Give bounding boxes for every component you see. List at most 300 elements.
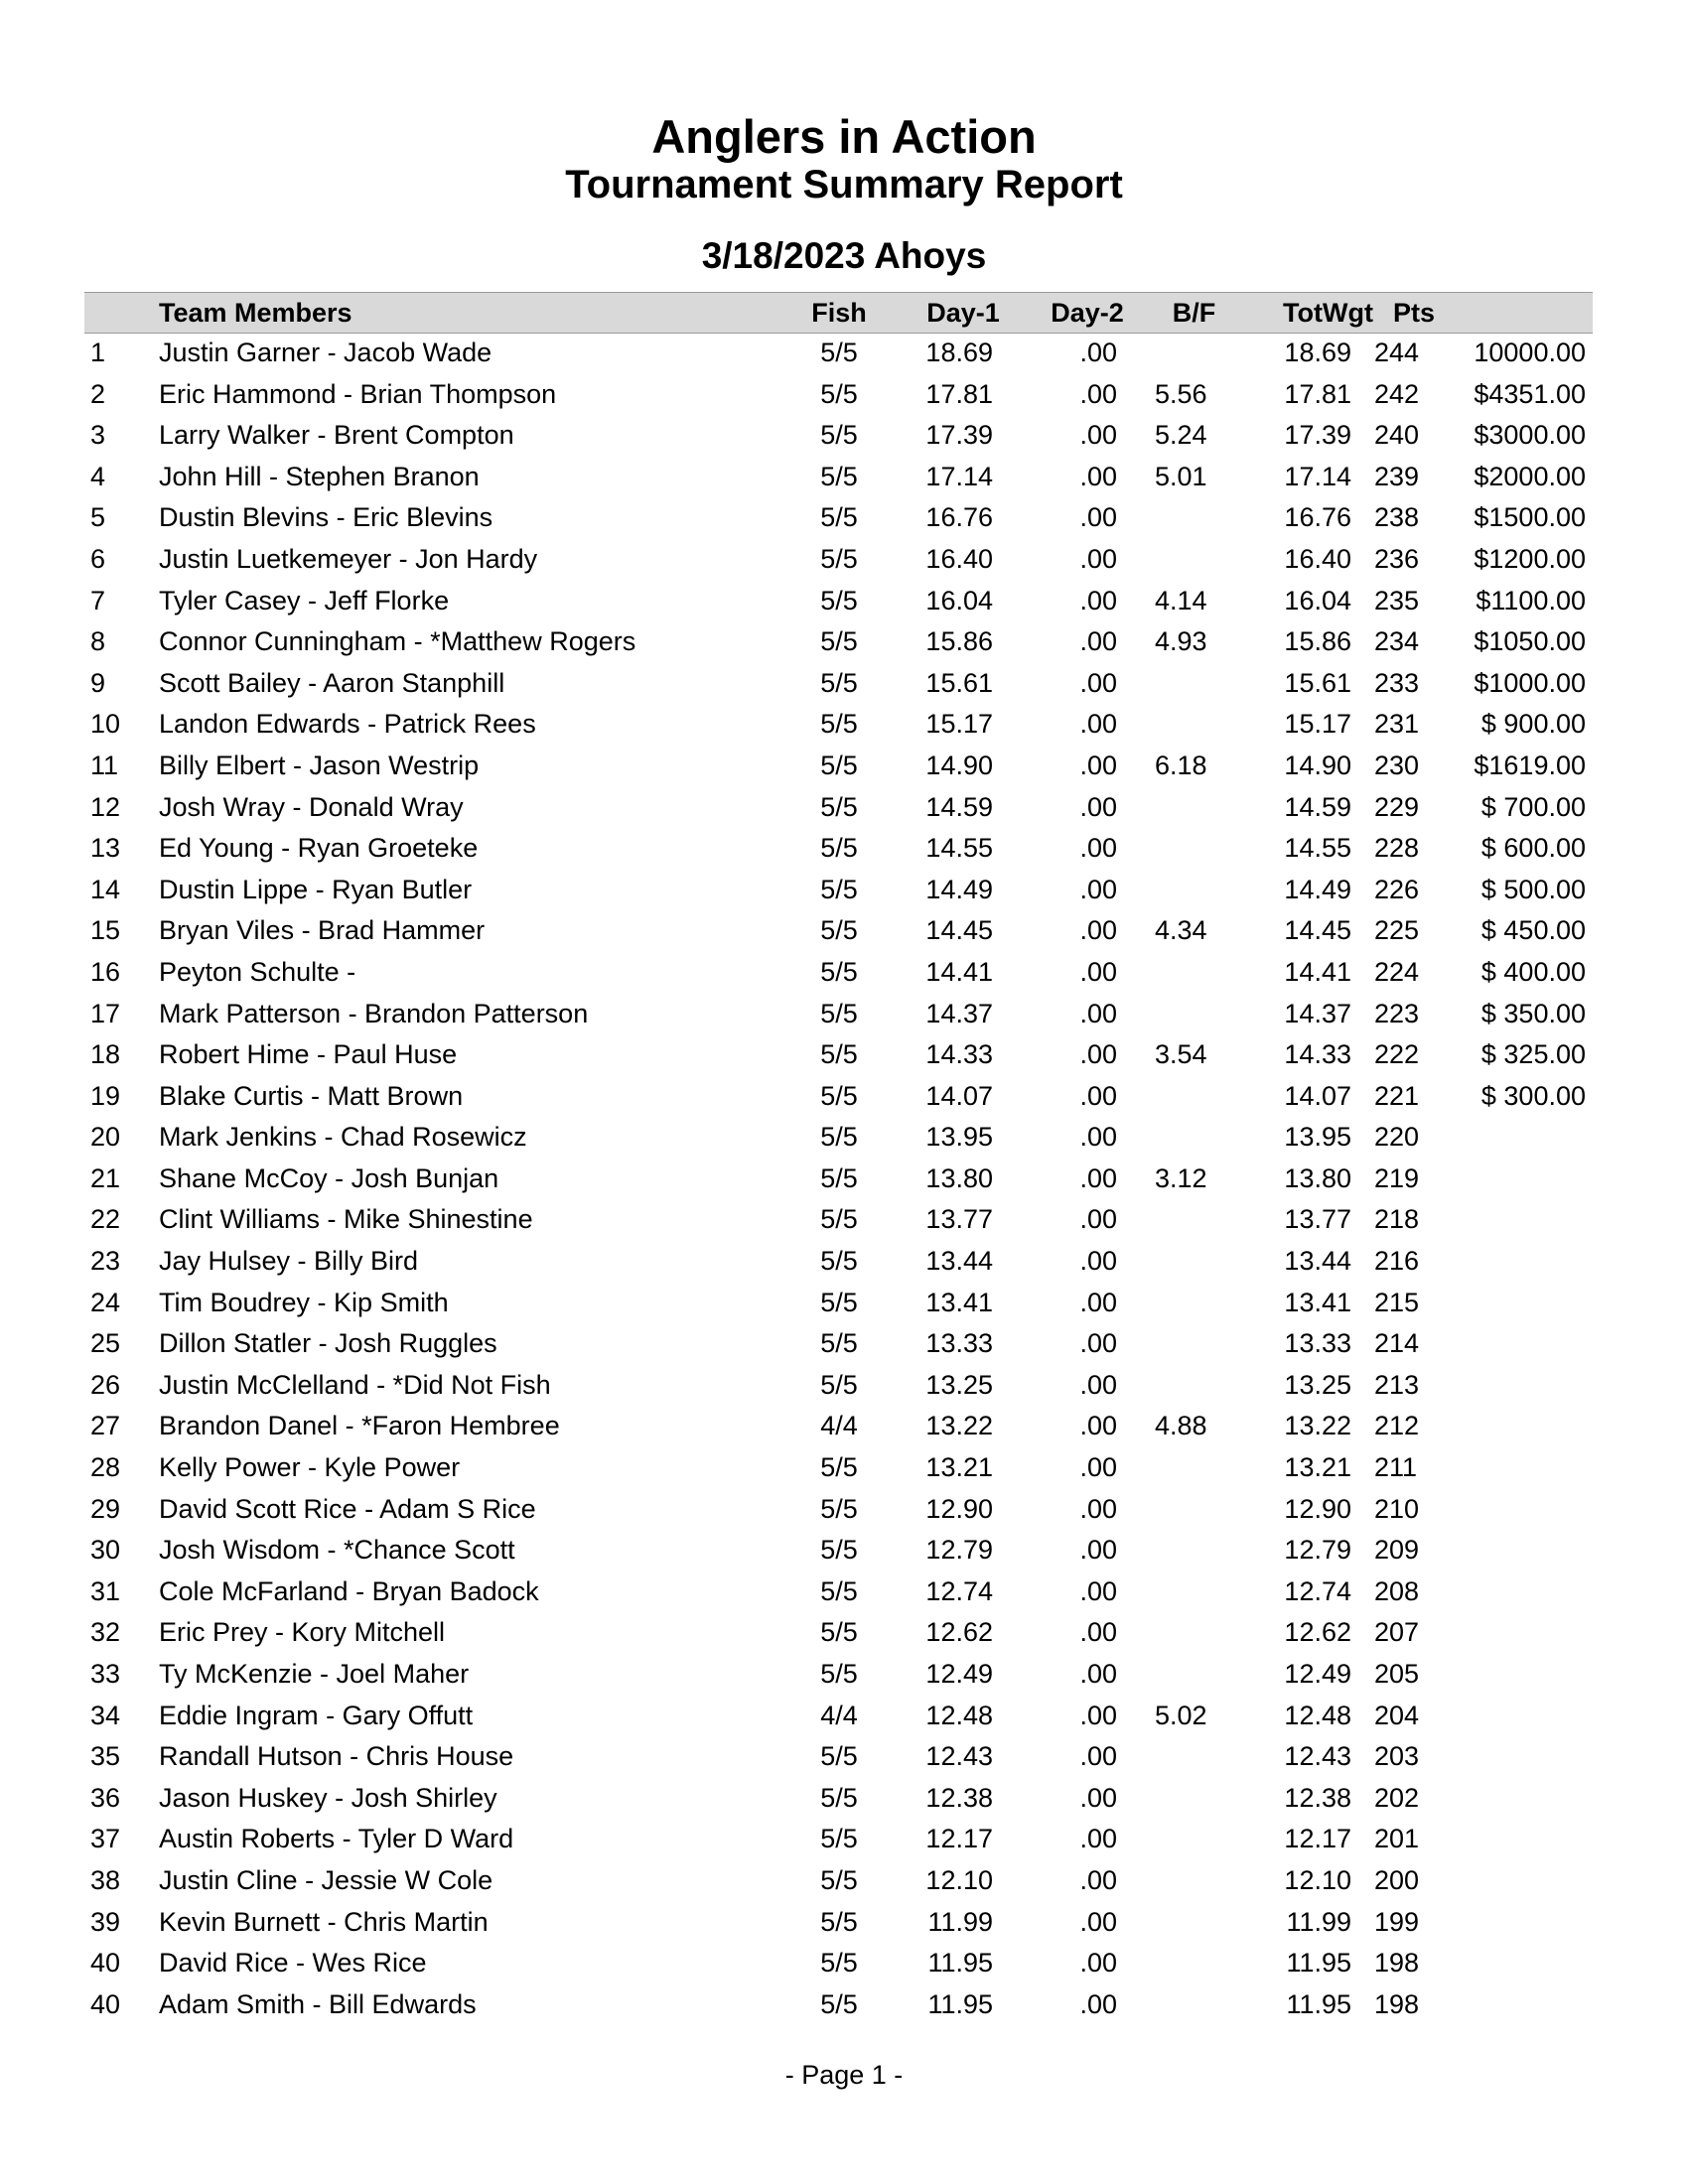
- table-row: [0, 663, 1688, 705]
- table-row: [0, 415, 1688, 457]
- day-1-cell: 16.04: [925, 585, 993, 615]
- day-1-cell: 14.41: [925, 956, 993, 987]
- points-cell: 226: [1374, 874, 1420, 904]
- points-cell: 203: [1374, 1741, 1420, 1772]
- fish-cell: 5/5: [820, 1988, 858, 2019]
- day-1-cell: 16.40: [925, 543, 993, 574]
- day-1-cell: 15.86: [925, 626, 993, 657]
- total-weight-cell: 11.95: [1286, 1948, 1351, 1979]
- team-members-cell: Landon Edwards - Patrick Rees: [159, 709, 536, 740]
- team-members-cell: Justin Luetkemeyer - Jon Hardy: [159, 543, 538, 574]
- rank-cell: 40: [90, 1948, 121, 1979]
- day-2-cell: .00: [1079, 626, 1117, 657]
- team-members-cell: Eddie Ingram - Gary Offutt: [159, 1700, 474, 1730]
- table-row: [0, 1323, 1688, 1365]
- day-1-cell: 17.14: [925, 461, 993, 491]
- points-cell: 219: [1374, 1162, 1420, 1193]
- rank-cell: 38: [90, 1864, 121, 1895]
- team-members-cell: Mark Patterson - Brandon Patterson: [159, 998, 589, 1028]
- day-1-cell: 14.49: [925, 874, 993, 904]
- day-2-cell: .00: [1079, 1535, 1117, 1566]
- total-weight-cell: 13.33: [1284, 1328, 1351, 1359]
- table-row: [0, 994, 1688, 1035]
- day-2-cell: .00: [1079, 1906, 1117, 1937]
- day-1-cell: 15.17: [925, 709, 993, 740]
- points-cell: 199: [1374, 1906, 1420, 1937]
- day-2-cell: .00: [1079, 1122, 1117, 1153]
- fish-cell: 5/5: [820, 1080, 858, 1111]
- points-cell: 235: [1374, 585, 1420, 615]
- rank-cell: 25: [90, 1328, 121, 1359]
- day-1-cell: 11.99: [927, 1906, 993, 1937]
- fish-cell: 5/5: [820, 626, 858, 657]
- day-1-cell: 13.22: [925, 1411, 993, 1441]
- day-1-cell: 12.74: [925, 1575, 993, 1606]
- total-weight-cell: 16.40: [1284, 543, 1351, 574]
- points-cell: 212: [1374, 1411, 1420, 1441]
- total-weight-cell: 13.22: [1284, 1411, 1351, 1441]
- prize-cell: $ 600.00: [1480, 833, 1586, 864]
- day-1-cell: 12.90: [925, 1493, 993, 1524]
- day-1-cell: 12.48: [925, 1700, 993, 1730]
- team-members-cell: Eric Hammond - Brian Thompson: [159, 378, 557, 409]
- total-weight-cell: 12.49: [1284, 1659, 1351, 1689]
- team-members-cell: Larry Walker - Brent Compton: [159, 420, 514, 451]
- day-2-cell: .00: [1079, 1162, 1117, 1193]
- fish-cell: 5/5: [820, 1204, 858, 1235]
- points-cell: 228: [1374, 833, 1420, 864]
- event-title: 3/18/2023 Ahoys: [701, 235, 987, 276]
- rank-cell: 29: [90, 1493, 121, 1524]
- day-1-cell: 13.33: [925, 1328, 993, 1359]
- rank-cell: 19: [90, 1080, 121, 1111]
- points-cell: 213: [1374, 1369, 1420, 1400]
- rank-cell: 37: [90, 1824, 121, 1854]
- table-row: [0, 1034, 1688, 1076]
- total-weight-cell: 14.49: [1284, 874, 1351, 904]
- table-header: [84, 292, 1593, 334]
- rank-cell: 21: [90, 1162, 121, 1193]
- total-weight-cell: 13.77: [1284, 1204, 1351, 1235]
- fish-cell: 5/5: [820, 1039, 858, 1070]
- fish-cell: 5/5: [820, 998, 858, 1028]
- team-members-cell: Jason Huskey - Josh Shirley: [159, 1782, 497, 1813]
- total-weight-cell: 12.17: [1284, 1824, 1351, 1854]
- table-row: [0, 1819, 1688, 1860]
- total-weight-cell: 14.41: [1284, 956, 1351, 987]
- fish-cell: 5/5: [820, 750, 858, 780]
- rank-cell: 22: [90, 1204, 121, 1235]
- day-1-cell: 13.80: [925, 1162, 993, 1193]
- total-weight-cell: 12.79: [1284, 1535, 1351, 1566]
- results-table-body: [0, 333, 1688, 2025]
- table-row: [0, 621, 1688, 663]
- prize-cell: $ 350.00: [1480, 998, 1586, 1028]
- rank-cell: 3: [90, 420, 106, 451]
- big-fish-cell: 4.14: [1155, 585, 1207, 615]
- fish-cell: 5/5: [820, 956, 858, 987]
- prize-cell: $1100.00: [1476, 585, 1586, 615]
- header-day-2: Day-2: [1051, 298, 1124, 328]
- day-2-cell: .00: [1079, 1782, 1117, 1813]
- day-1-cell: 12.10: [925, 1864, 993, 1895]
- prize-cell: $ 300.00: [1480, 1080, 1586, 1111]
- points-cell: 208: [1374, 1575, 1420, 1606]
- team-members-cell: Robert Hime - Paul Huse: [159, 1039, 458, 1070]
- points-cell: 242: [1374, 378, 1420, 409]
- big-fish-cell: 5.02: [1155, 1700, 1207, 1730]
- rank-cell: 36: [90, 1782, 121, 1813]
- day-2-cell: .00: [1079, 1452, 1117, 1483]
- rank-cell: 18: [90, 1039, 121, 1070]
- team-members-cell: Billy Elbert - Jason Westrip: [159, 750, 480, 780]
- day-2-cell: .00: [1079, 420, 1117, 451]
- rank-cell: 35: [90, 1741, 121, 1772]
- day-2-cell: .00: [1079, 1864, 1117, 1895]
- big-fish-cell: 5.56: [1155, 378, 1207, 409]
- table-row: [0, 1447, 1688, 1489]
- points-cell: 238: [1374, 502, 1420, 533]
- total-weight-cell: 18.69: [1284, 338, 1351, 367]
- day-1-cell: 13.21: [925, 1452, 993, 1483]
- big-fish-cell: 6.18: [1155, 750, 1207, 780]
- rank-cell: 12: [90, 791, 121, 822]
- header-fish: Fish: [811, 298, 867, 328]
- fish-cell: 5/5: [820, 1659, 858, 1689]
- total-weight-cell: 13.80: [1284, 1162, 1351, 1193]
- points-cell: 218: [1374, 1204, 1420, 1235]
- table-row: [0, 1860, 1688, 1902]
- big-fish-cell: 3.54: [1155, 1039, 1207, 1070]
- day-1-cell: 14.37: [925, 998, 993, 1028]
- rank-cell: 34: [90, 1700, 121, 1730]
- team-members-cell: Mark Jenkins - Chad Rosewicz: [159, 1122, 527, 1153]
- table-row: [0, 1117, 1688, 1159]
- day-1-cell: 14.33: [925, 1039, 993, 1070]
- table-row: [0, 374, 1688, 416]
- day-2-cell: .00: [1079, 1617, 1117, 1648]
- table-row: [0, 333, 1688, 374]
- day-2-cell: .00: [1079, 791, 1117, 822]
- total-weight-cell: 15.17: [1284, 709, 1351, 740]
- day-2-cell: .00: [1079, 833, 1117, 864]
- day-2-cell: .00: [1079, 1411, 1117, 1441]
- team-members-cell: Connor Cunningham - *Matthew Rogers: [159, 626, 636, 657]
- day-1-cell: 15.61: [925, 667, 993, 698]
- day-2-cell: .00: [1079, 956, 1117, 987]
- table-row: [0, 1571, 1688, 1613]
- day-1-cell: 18.69: [925, 338, 993, 367]
- total-weight-cell: 14.59: [1284, 791, 1351, 822]
- points-cell: 234: [1374, 626, 1420, 657]
- day-1-cell: 12.49: [925, 1659, 993, 1689]
- fish-cell: 5/5: [820, 1162, 858, 1193]
- day-2-cell: .00: [1079, 667, 1117, 698]
- day-1-cell: 16.76: [925, 502, 993, 533]
- fish-cell: 5/5: [820, 1328, 858, 1359]
- fish-cell: 5/5: [820, 874, 858, 904]
- total-weight-cell: 12.48: [1284, 1700, 1351, 1730]
- day-2-cell: .00: [1079, 1328, 1117, 1359]
- table-row: [0, 1778, 1688, 1820]
- points-cell: 229: [1374, 791, 1420, 822]
- total-weight-cell: 15.61: [1284, 667, 1351, 698]
- day-2-cell: .00: [1079, 1246, 1117, 1277]
- rank-cell: 9: [90, 667, 106, 698]
- total-weight-cell: 12.10: [1284, 1864, 1351, 1895]
- day-1-cell: 11.95: [927, 1988, 993, 2019]
- day-1-cell: 12.17: [925, 1824, 993, 1854]
- day-2-cell: .00: [1079, 378, 1117, 409]
- day-2-cell: .00: [1079, 1988, 1117, 2019]
- rank-cell: 39: [90, 1906, 121, 1937]
- fish-cell: 5/5: [820, 1369, 858, 1400]
- fish-cell: 5/5: [820, 1575, 858, 1606]
- day-2-cell: .00: [1079, 1039, 1117, 1070]
- rank-cell: 20: [90, 1122, 121, 1153]
- points-cell: 222: [1374, 1039, 1420, 1070]
- prize-cell: $1619.00: [1474, 750, 1586, 780]
- prize-cell: $1050.00: [1474, 626, 1586, 657]
- total-weight-cell: 16.04: [1284, 585, 1351, 615]
- day-2-cell: .00: [1079, 502, 1117, 533]
- table-row: [0, 746, 1688, 787]
- fish-cell: 5/5: [820, 1864, 858, 1895]
- fish-cell: 4/4: [820, 1700, 858, 1730]
- table-row: [0, 952, 1688, 994]
- total-weight-cell: 12.74: [1284, 1575, 1351, 1606]
- rank-cell: 32: [90, 1617, 121, 1648]
- team-members-cell: David Scott Rice - Adam S Rice: [159, 1493, 536, 1524]
- rank-cell: 40: [90, 1988, 121, 2019]
- fish-cell: 5/5: [820, 833, 858, 864]
- total-weight-cell: 12.38: [1284, 1782, 1351, 1813]
- day-2-cell: .00: [1079, 1493, 1117, 1524]
- team-members-cell: Ed Young - Ryan Groeteke: [159, 833, 479, 864]
- big-fish-cell: 4.88: [1155, 1411, 1207, 1441]
- fish-cell: 5/5: [820, 543, 858, 574]
- fish-cell: 5/5: [820, 915, 858, 946]
- points-cell: 239: [1374, 461, 1420, 491]
- fish-cell: 5/5: [820, 1824, 858, 1854]
- total-weight-cell: 12.90: [1284, 1493, 1351, 1524]
- day-1-cell: 11.95: [927, 1948, 993, 1979]
- rank-cell: 24: [90, 1287, 121, 1317]
- rank-cell: 28: [90, 1452, 121, 1483]
- points-cell: 198: [1374, 1948, 1420, 1979]
- header-points: Pts: [1392, 298, 1435, 328]
- points-cell: 224: [1374, 956, 1420, 987]
- table-row: [0, 1902, 1688, 1944]
- total-weight-cell: 12.43: [1284, 1741, 1351, 1772]
- points-cell: 240: [1374, 420, 1420, 451]
- day-2-cell: .00: [1079, 1948, 1117, 1979]
- points-cell: 216: [1374, 1246, 1420, 1277]
- rank-cell: 11: [90, 750, 119, 780]
- team-members-cell: Peyton Schulte -: [159, 956, 356, 987]
- prize-cell: $4351.00: [1474, 378, 1586, 409]
- team-members-cell: Josh Wray - Donald Wray: [159, 791, 464, 822]
- team-members-cell: Scott Bailey - Aaron Stanphill: [159, 667, 505, 698]
- total-weight-cell: 11.99: [1286, 1906, 1351, 1937]
- day-1-cell: 13.77: [925, 1204, 993, 1235]
- day-2-cell: .00: [1079, 998, 1117, 1028]
- prize-cell: $2000.00: [1474, 461, 1586, 491]
- points-cell: 233: [1374, 667, 1420, 698]
- table-row: [0, 1654, 1688, 1696]
- day-2-cell: .00: [1079, 1287, 1117, 1317]
- big-fish-cell: 3.12: [1155, 1162, 1207, 1193]
- rank-cell: 17: [90, 998, 121, 1028]
- points-cell: 201: [1374, 1824, 1420, 1854]
- fish-cell: 5/5: [820, 791, 858, 822]
- day-1-cell: 13.44: [925, 1246, 993, 1277]
- header-total-weight: TotWgt: [1283, 298, 1373, 328]
- points-cell: 230: [1374, 750, 1420, 780]
- points-cell: 210: [1374, 1493, 1420, 1524]
- team-members-cell: Brandon Danel - *Faron Hembree: [159, 1411, 560, 1441]
- total-weight-cell: 11.95: [1286, 1988, 1351, 2019]
- team-members-cell: Bryan Viles - Brad Hammer: [159, 915, 486, 946]
- day-2-cell: .00: [1079, 461, 1117, 491]
- total-weight-cell: 14.33: [1284, 1039, 1351, 1070]
- prize-cell: $1500.00: [1474, 502, 1586, 533]
- team-members-cell: Adam Smith - Bill Edwards: [159, 1988, 477, 2019]
- table-row: [0, 581, 1688, 622]
- points-cell: 220: [1374, 1122, 1420, 1153]
- table-row: [0, 1283, 1688, 1324]
- rank-cell: 5: [90, 502, 106, 533]
- day-1-cell: 17.39: [925, 420, 993, 451]
- big-fish-cell: 4.34: [1155, 915, 1207, 946]
- table-row: [0, 539, 1688, 581]
- team-members-cell: Kelly Power - Kyle Power: [159, 1452, 461, 1483]
- day-2-cell: .00: [1079, 1824, 1117, 1854]
- rank-cell: 4: [90, 461, 106, 491]
- total-weight-cell: 14.90: [1284, 750, 1351, 780]
- day-2-cell: .00: [1079, 585, 1117, 615]
- total-weight-cell: 16.76: [1284, 502, 1351, 533]
- fish-cell: 5/5: [820, 585, 858, 615]
- day-1-cell: 14.07: [925, 1080, 993, 1111]
- rank-cell: 8: [90, 626, 106, 657]
- big-fish-cell: 5.01: [1155, 461, 1207, 491]
- fish-cell: 5/5: [820, 1617, 858, 1648]
- points-cell: 207: [1374, 1617, 1420, 1648]
- total-weight-cell: 14.37: [1284, 998, 1351, 1028]
- total-weight-cell: 13.44: [1284, 1246, 1351, 1277]
- day-2-cell: .00: [1079, 1741, 1117, 1772]
- team-members-cell: John Hill - Stephen Branon: [159, 461, 480, 491]
- table-row: [0, 1943, 1688, 1984]
- table-row: [0, 1530, 1688, 1571]
- rank-cell: 14: [90, 874, 121, 904]
- fish-cell: 5/5: [820, 1948, 858, 1979]
- prize-cell: $ 450.00: [1480, 915, 1586, 946]
- fish-cell: 5/5: [820, 667, 858, 698]
- day-2-cell: .00: [1079, 338, 1117, 367]
- day-1-cell: 14.45: [925, 915, 993, 946]
- points-cell: 200: [1374, 1864, 1420, 1895]
- table-row: [0, 1159, 1688, 1200]
- fish-cell: 5/5: [820, 461, 858, 491]
- table-row: [0, 497, 1688, 539]
- table-row: [0, 910, 1688, 952]
- prize-cell: $3000.00: [1474, 420, 1586, 451]
- team-members-cell: Justin Cline - Jessie W Cole: [159, 1864, 493, 1895]
- rank-cell: 10: [90, 709, 121, 740]
- fish-cell: 5/5: [820, 1452, 858, 1483]
- team-members-cell: Justin McClelland - *Did Not Fish: [159, 1369, 551, 1400]
- total-weight-cell: 15.86: [1284, 626, 1351, 657]
- fish-cell: 5/5: [820, 502, 858, 533]
- day-1-cell: 13.25: [925, 1369, 993, 1400]
- header-day-1: Day-1: [926, 298, 1000, 328]
- team-members-cell: Austin Roberts - Tyler D Ward: [159, 1824, 514, 1854]
- rank-cell: 2: [90, 378, 106, 409]
- org-title: Anglers in Action: [651, 110, 1037, 163]
- rank-cell: 23: [90, 1246, 121, 1277]
- day-1-cell: 14.90: [925, 750, 993, 780]
- prize-cell: $ 700.00: [1480, 791, 1586, 822]
- team-members-cell: Dustin Lippe - Ryan Butler: [159, 874, 473, 904]
- points-cell: 223: [1374, 998, 1420, 1028]
- table-row: [0, 1406, 1688, 1447]
- points-cell: 221: [1374, 1080, 1420, 1111]
- points-cell: 225: [1374, 915, 1420, 946]
- table-row: [0, 828, 1688, 870]
- team-members-cell: Randall Hutson - Chris House: [159, 1741, 514, 1772]
- team-members-cell: David Rice - Wes Rice: [159, 1948, 427, 1979]
- fish-cell: 5/5: [820, 378, 858, 409]
- day-2-cell: .00: [1079, 1080, 1117, 1111]
- report-title: Tournament Summary Report: [565, 163, 1123, 206]
- day-2-cell: .00: [1079, 750, 1117, 780]
- fish-cell: 4/4: [820, 1411, 858, 1441]
- table-row: [0, 1489, 1688, 1531]
- team-members-cell: Ty McKenzie - Joel Maher: [159, 1659, 470, 1689]
- points-cell: 204: [1374, 1700, 1420, 1730]
- team-members-cell: Josh Wisdom - *Chance Scott: [159, 1535, 515, 1566]
- team-members-cell: Eric Prey - Kory Mitchell: [159, 1617, 446, 1648]
- team-members-cell: Dillon Statler - Josh Ruggles: [159, 1328, 497, 1359]
- team-members-cell: Blake Curtis - Matt Brown: [159, 1080, 464, 1111]
- big-fish-cell: 5.24: [1155, 420, 1207, 451]
- points-cell: 236: [1374, 543, 1420, 574]
- day-2-cell: .00: [1079, 709, 1117, 740]
- rank-cell: 26: [90, 1369, 121, 1400]
- table-row: [0, 1984, 1688, 2026]
- fish-cell: 5/5: [820, 1535, 858, 1566]
- day-2-cell: .00: [1079, 1575, 1117, 1606]
- table-row: [0, 1241, 1688, 1283]
- team-members-cell: Tim Boudrey - Kip Smith: [159, 1287, 449, 1317]
- team-members-cell: Justin Garner - Jacob Wade: [159, 338, 492, 367]
- points-cell: 215: [1374, 1287, 1420, 1317]
- day-1-cell: 12.38: [925, 1782, 993, 1813]
- total-weight-cell: 13.21: [1284, 1452, 1351, 1483]
- fish-cell: 5/5: [820, 1493, 858, 1524]
- prize-cell: $ 900.00: [1480, 709, 1586, 740]
- table-row: [0, 704, 1688, 746]
- prize-cell: $1000.00: [1474, 667, 1586, 698]
- fish-cell: 5/5: [820, 1287, 858, 1317]
- team-members-cell: Cole McFarland - Bryan Badock: [159, 1575, 539, 1606]
- table-row: [0, 1736, 1688, 1778]
- table-row: [0, 870, 1688, 911]
- points-cell: 211: [1374, 1452, 1418, 1483]
- fish-cell: 5/5: [820, 1782, 858, 1813]
